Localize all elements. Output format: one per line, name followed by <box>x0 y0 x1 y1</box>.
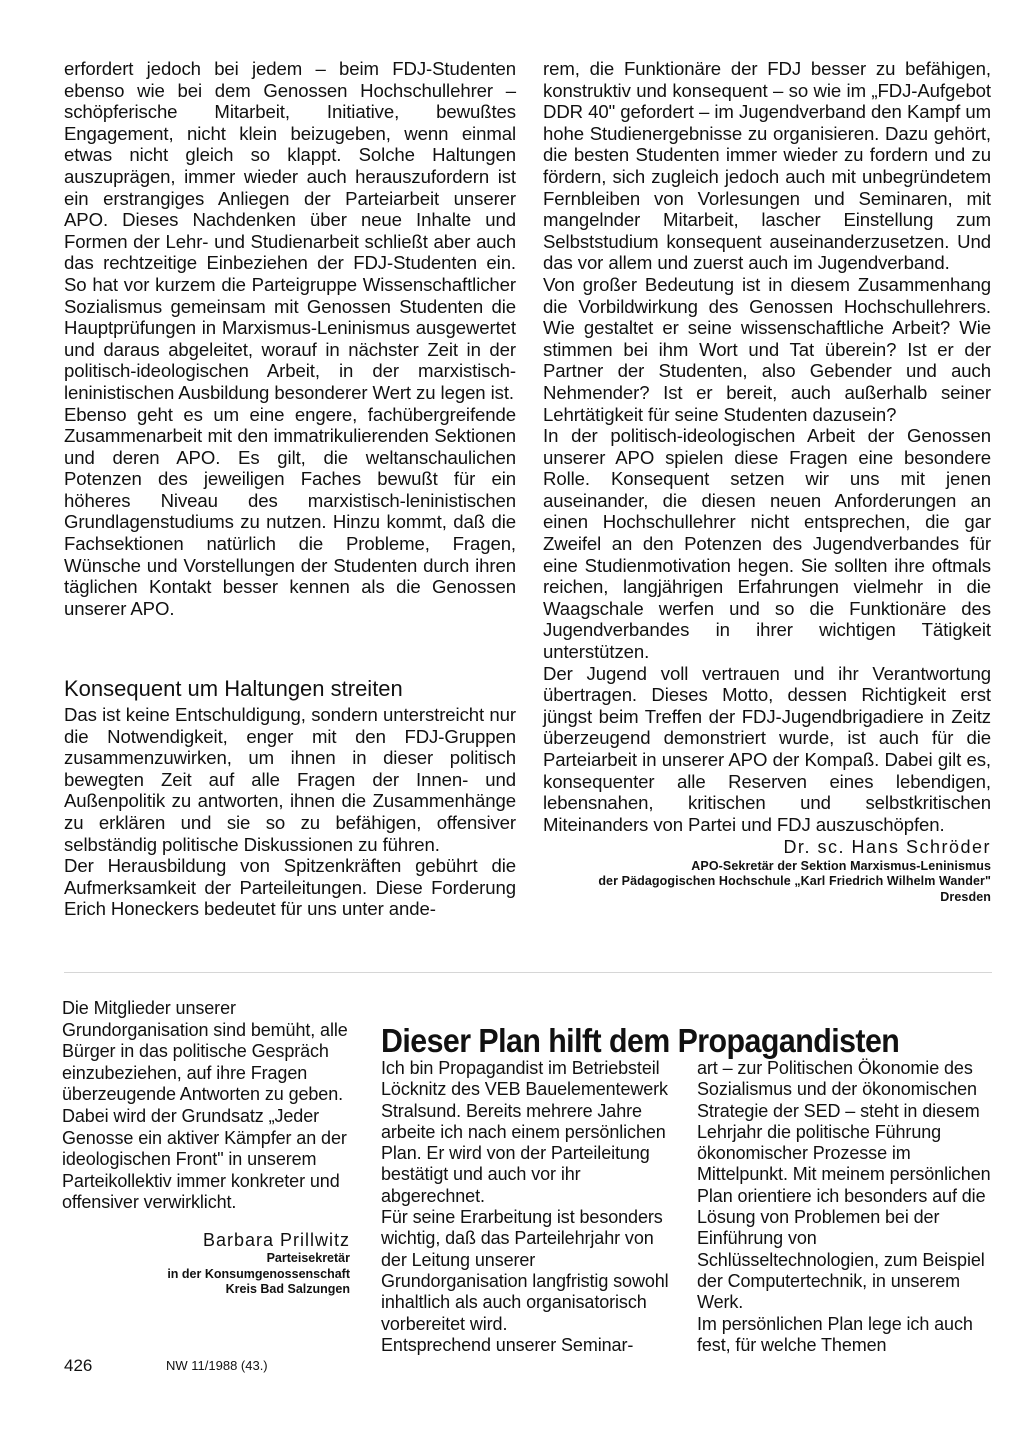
letter-author-role: in der Konsumgenossenschaft <box>167 1266 350 1281</box>
paragraph: Ich bin Propagandist im Betriebsteil Löcknitz des VEB Bauelementewerk Stralsund. Bereits mehrere Jahre arbeite ich nach einem persönlichen Plan. Er wird von der Parteileitung bestätigt und auch vor ihr abgerechnet. <box>381 1058 668 1206</box>
paragraph: erfordert jedoch bei jedem – beim FDJ-Studenten ebenso wie bei dem Genossen Hochschullehrer – schöpferische Mitarbeit, Initiative, bewußtes Engagement, nicht klein beizugeben, wenn einmal etwas nicht gleich so klappt. Solche Haltungen auszuprägen, immer wieder auch herauszufordern ist ein erstrangiges Anliegen der Parteiarbeit unserer APO. Dieses Nachdenken über neue Inhalte und Formen der Lehr- und Studienarbeit schließt aber auch das rechtzeitige Einbeziehen der FDJ-Studenten ein. So hat vor kurzem die Parteigruppe Wissenschaftlicher Sozialismus gemeinsam mit Genossen Studenten die Hauptprüfungen in Marxismus-Leninismus ausgewertet und daraus abgeleitet, worauf in nächster Zeit in der politisch-ideologischen Arbeit, in der marxistisch-leninistischen Ausbildung besonderer Wert zu legen ist. <box>64 58 516 403</box>
paragraph: Für seine Erarbeitung ist besonders wichtig, daß das Parteilehrjahr von der Leitung unserer Grundorganisation langfristig sowohl inhaltlich als auch organisatorisch vorbereitet wird. <box>381 1207 669 1334</box>
article-left-column-continued <box>64 704 516 920</box>
issue-label: NW 11/1988 (43.) <box>166 1358 268 1373</box>
paragraph: Ebenso geht es um eine engere, fachübergreifende Zusammenarbeit mit den immatrikulierenden Sektionen und deren APO. Es gilt, die weltanschaulichen Potenzen des jeweiligen Faches bewußt für ein höheres Niveau des marxistisch-leninistischen Grundlagenstudiums zu nutzen. Hinzu kommt, daß die Fachsektionen natürlich die Probleme, Fragen, Wünsche und Vorstellungen der Studenten durch ihren täglichen Kontakt besser kennen als die Genossen unserer APO. <box>64 403 516 619</box>
paragraph: Entsprechend unserer Seminar- <box>381 1334 634 1355</box>
reader-letter <box>62 998 352 1214</box>
article-left-column <box>64 58 516 619</box>
article-headline: Dieser Plan hilft dem Propagandisten <box>381 1022 900 1060</box>
paragraph: Der Jugend voll vertrauen und ihr Verantwortung übertragen. Dieses Motto, dessen Richtigkeit erst jüngst beim Treffen der FDJ-Jugendbrigadiere in Zeitz überzeugend demonstriert wurde, ist auch für die Parteiarbeit in unserer APO der Kompaß. Dabei gilt es, konsequenter alle Reserven eines lebendigen, lebensnahen, kritischen und selbstkritischen Miteinanders von Partei und FDJ auszuschöpfen. <box>543 662 991 835</box>
page-number: 426 <box>64 1356 93 1375</box>
paragraph: Der Herausbildung von Spitzenkräften gebührt die Aufmerksamkeit der Parteileitungen. Diese Forderung Erich Honeckers bedeutet für uns unter ande- <box>64 855 516 920</box>
paragraph: In der politisch-ideologischen Arbeit der Genossen unserer APO spielen diese Fragen eine besondere Rolle. Konsequent setzen wir uns mit jenen auseinander, die diesen neuen Anforderungen an einen Hochschullehrer nicht entsprechen, die gar Zweifel an den Potenzen des Jugendverbandes für eine Studienmotivation hegen. Sie sollten ihre oftmals reichen, langjährigen Erfahrungen vielmehr in die Waagschale werfen und so die Funktionäre des Jugendverbandes in ihrer wichtigen Tätigkeit unterstützen. <box>543 425 991 663</box>
author-role-line: Dresden <box>940 889 991 904</box>
author-byline <box>543 837 991 905</box>
author-role-line: APO-Sekretär der Sektion Marxismus-Leninismus <box>691 858 991 873</box>
letter-author-name: Barbara Prillwitz <box>202 1230 350 1250</box>
letter-author-role: Kreis Bad Salzungen <box>225 1282 350 1296</box>
article-right-column <box>543 58 991 905</box>
letter-signature <box>62 1230 350 1298</box>
lower-article-column-2 <box>697 1058 992 1356</box>
lower-article-column-1 <box>381 1058 677 1356</box>
paragraph: art – zur Politischen Ökonomie des Sozialismus und der ökonomischen Strategie der SED – steht in diesem Lehrjahr die politische Führung ökonomischer Prozesse im Mittelpunkt. Mit meinem persönlichen Plan orientiere ich besonders auf die Lösung von Problemen bei der Einführung von Schlüsseltechnologien, zum Beispiel der Computertechnik, in unserem Werk. <box>697 1058 991 1313</box>
letter-text: Die Mitglieder unserer Grundorganisation sind bemüht, alle Bürger in das politische Gespräch einzubeziehen, auf ihre Fragen überzeugende Antworten zu geben. Dabei wird der Grundsatz „Jeder Genosse ein aktiver Kämpfer an der ideologischen Front" in unserem Parteikollektiv immer konkreter und offensiver verwirklicht. <box>62 998 348 1213</box>
author-name: Dr. sc. Hans Schröder <box>783 837 991 858</box>
letter-author-role: Parteisekretär <box>266 1251 350 1265</box>
author-role-line: der Pädagogischen Hochschule „Karl Friedrich Wilhelm Wander" <box>598 874 991 889</box>
section-divider <box>64 972 992 973</box>
paragraph: rem, die Funktionäre der FDJ besser zu befähigen, konstruktiv und konsequent – so wie im „FDJ-Aufgebot DDR 40" gefordert – im Jugendverband den Kampf um hohe Studienergebnisse zu organisieren. Dazu gehört, die besten Studenten immer wieder zu fordern und zu fördern, sich zugleich jedoch auch mit unbegründetem Fernbleiben von Vorlesungen und Seminaren, mit mangelnder Mitarbeit, lascher Einstellung zum Selbststudium konsequent auseinanderzusetzen. Und das vor allem und zuerst auch im Jugendverband. <box>543 58 991 274</box>
paragraph: Von großer Bedeutung ist in diesem Zusammenhang die Vorbildwirkung des Genossen Hochschullehrers. Wie gestaltet er seine wissenschaftliche Arbeit? Wie stimmen bei ihm Wort und Tat überein? Ist er der Partner der Studenten, also Gebender und auch Nehmender? Ist er bereit, auch außerhalb seiner Lehrtätigkeit für seine Studenten dazusein? <box>543 273 991 425</box>
paragraph: Im persönlichen Plan lege ich auch fest, für welche Themen <box>697 1313 973 1355</box>
section-subheading: Konsequent um Haltungen streiten <box>64 676 403 702</box>
paragraph: Das ist keine Entschuldigung, sondern unterstreicht nur die Notwendigkeit, enger mit den FDJ-Gruppen zusammenzuwirken, um ihnen in dieser politisch bewegten Zeit auf alle Fragen der Innen- und Außenpolitik zu antworten, ihnen die Zusammenhänge zu erklären und sie so zu befähigen, offensiver selbständig politische Diskussionen zu führen. <box>64 704 516 855</box>
